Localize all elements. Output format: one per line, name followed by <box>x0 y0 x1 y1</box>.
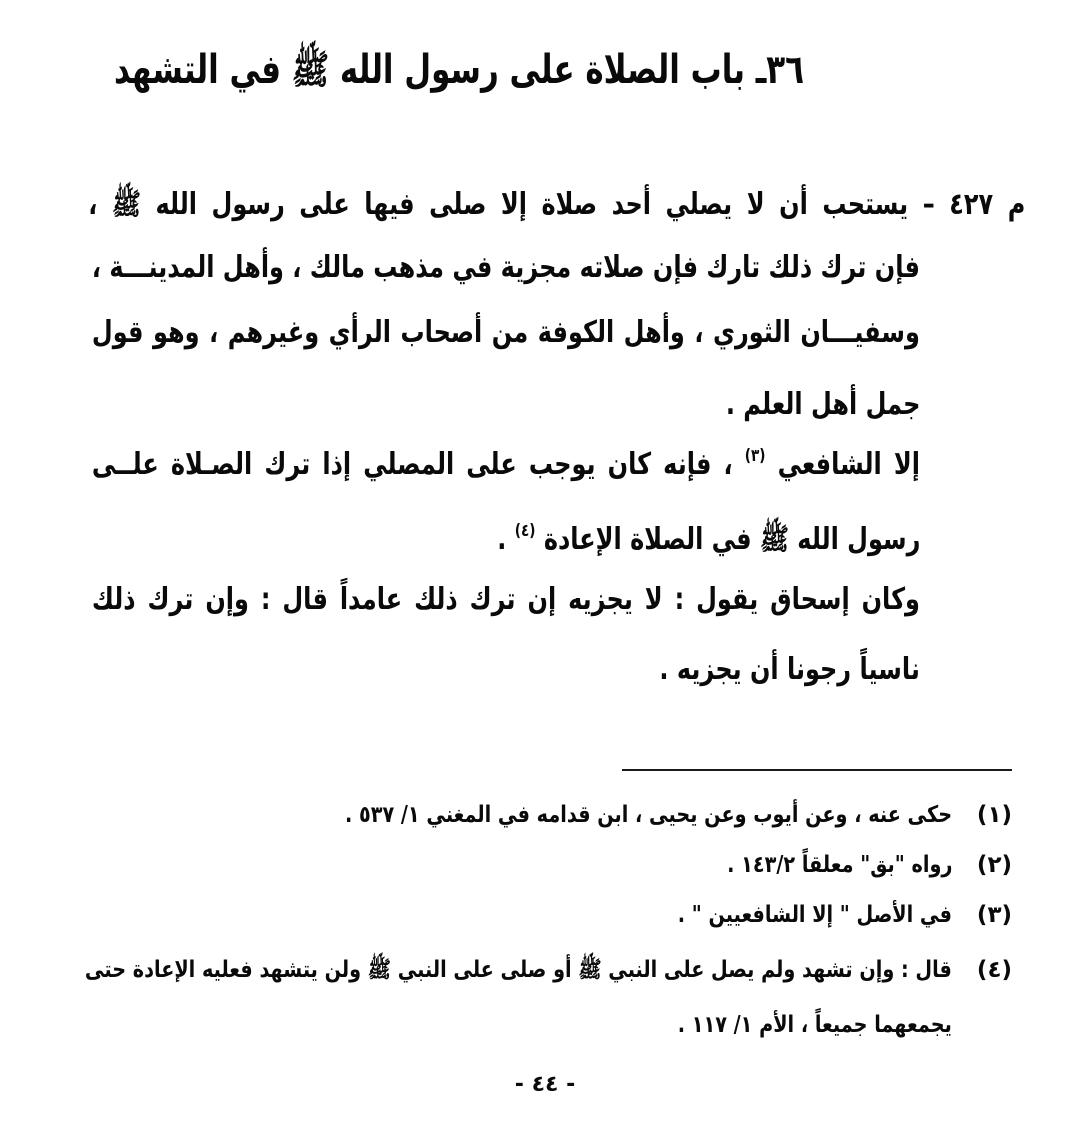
page-number-text: - ٤٤ - <box>514 1072 576 1097</box>
footnote-4-line-2-text: يجمعهما جميعاً ، الأم ١/ ١١٧ . <box>677 1012 952 1038</box>
entry-line-5-part-2: ، فإنه كان يوجب على المصلي إذا ترك الصـلاة علــى <box>92 447 733 482</box>
footnote-ref-3: (٣) <box>744 446 766 466</box>
entry-line-1 <box>88 180 1025 230</box>
entry-line-7 <box>92 575 920 625</box>
footnote-4-line-1 <box>85 952 952 988</box>
entry-line-5 <box>92 440 920 490</box>
footnote-4-line-2 <box>85 1007 952 1043</box>
page-number <box>445 1067 645 1103</box>
footnote-3-text: في الأصل " إلا الشافعيين " . <box>677 902 952 928</box>
entry-line-6-part-2: . <box>496 522 506 557</box>
entry-line-3-text: وسفيـــان الثوري ، وأهل الكوفة من أصحاب الرأي وغيرهم ، وهو قول <box>92 315 920 350</box>
entry-line-4 <box>92 380 920 430</box>
footnote-separator <box>622 769 1012 771</box>
footnote-2-marker: (٢) <box>976 852 1012 878</box>
entry-line-4-text: جمل أهل العلم . <box>725 387 920 422</box>
entry-line-2 <box>92 243 920 293</box>
footnote-2-text: رواه "بق" معلقاً ١٤٣/٢ . <box>726 852 952 878</box>
entry-line-2-text: فإن ترك ذلك تارك فإن صلاته مجزية في مذهب مالك ، وأهل المدينـــة ، <box>92 250 920 285</box>
footnote-2 <box>85 847 952 883</box>
entry-line-8 <box>92 645 920 695</box>
footnote-3-marker: (٣) <box>976 902 1012 928</box>
footnote-1-text: حكى عنه ، وعن أيوب وعن يحيى ، ابن قدامه في المغني ١/ ٥٣٧ . <box>344 802 953 828</box>
entry-line-5-text <box>92 440 920 490</box>
entry-line-8-text: ناسياً رجونا أن يجزيه . <box>659 652 920 687</box>
entry-line-1-text: م ٤٢٧ – يستحب أن لا يصلي أحد صلاة إلا صلى فيها على رسول الله ﷺ ، <box>87 187 1025 222</box>
chapter-title <box>113 38 905 102</box>
entry-line-6-text <box>497 515 920 565</box>
footnote-4-line-1-text: قال : وإن تشهد ولم يصل على النبي ﷺ أو صلى على النبي ﷺ ولن يتشهد فعليه الإعادة حتى <box>85 957 952 983</box>
footnote-4-marker: (٤) <box>976 957 1012 983</box>
entry-line-6-part-1: رسول الله ﷺ في الصلاة الإعادة <box>543 522 920 557</box>
entry-line-3 <box>92 308 920 358</box>
entry-line-6 <box>92 515 920 565</box>
chapter-title-text: ٣٦ـ باب الصلاة على رسول الله ﷺ في التشهد <box>113 47 804 93</box>
entry-line-7-text: وكان إسحاق يقول : لا يجزيه إن ترك ذلك عامداً قال : وإن ترك ذلك <box>92 582 920 617</box>
footnote-ref-4: (٤) <box>514 521 536 541</box>
footnote-1 <box>85 797 952 833</box>
footnote-1-marker: (١) <box>976 802 1012 828</box>
entry-line-5-part-1: إلا الشافعي <box>777 447 920 482</box>
footnote-3 <box>85 897 952 933</box>
